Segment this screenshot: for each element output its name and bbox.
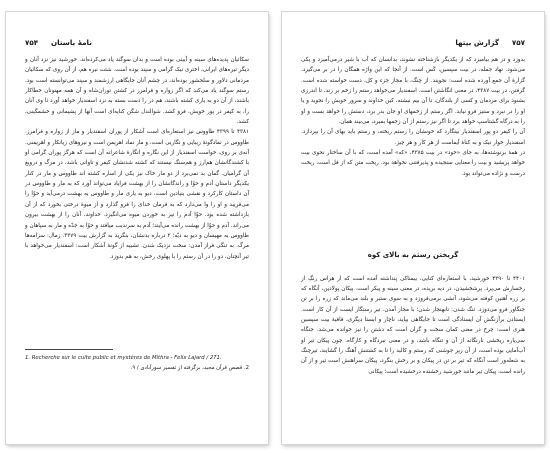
footnote-1: 1. Recherche sur le culte public et mystères de Mithra - Felix Lajard / 271. xyxy=(25,355,222,361)
paragraph: آن را کیفر دو پور اسفندیار بینگارد که خونشان را رستم ریخته، و رستم باید بهای آن را بپردازد. اسفندیار خوار نیک و به کناهٔ آیماست از هر کار و هر چیز. xyxy=(301,129,525,146)
right-page-body xyxy=(301,55,525,179)
page-number: ۷۵۴ xyxy=(25,38,39,47)
footnote-2: 2. قصص قرآن مجید، برگرفته از تفسیر سورآبادی / ۹. xyxy=(130,365,249,371)
section-title: گریختن رستم به بالای کوه xyxy=(367,251,459,259)
paragraph: در همهٔ برنوشته‌ها، به جای «خود» در بیت ۴۳۸۵، «که» آمده است، که با آن ساختار نحوی بیت خواهد پریشید و بیت را معنایی سنجیده و پذیرفتنی نخواهد بود. ریخت متن که از فل است، ریخت درست و نژاده می‌تواند بود. xyxy=(301,150,525,177)
page-number: ۷۵۷ xyxy=(511,38,525,47)
running-title: گزارش بیتها xyxy=(455,38,499,47)
left-page-header xyxy=(25,38,249,50)
right-page-header xyxy=(301,38,525,50)
paragraph: ۴۳۸۱ تا ۴۳۹۹ طاووس نیز استعاره‌ای است آشکار از پوران اسفندیار و ماز از زواره و فرامرز. طاووس در نمادگونهٔ زیبایی و نگاریی است، و مار نماد اهریمن است و نیروهای زیانکار و اهریمنی. آنه‌ی بر روی، خواست اسفندیار از این نگاره و انگارهٔ شاعرانه آن است که هرگز پوران گرامی او با کشندگانشان هم‌ارز و هم‌سنگ نیستند که کشته شدنشان کیفر و تاوانی باشد، در مرگ و درویغ آن گرامیان. گمان بد نمی‌برد از دو مار خاک نیز یکی از اساره کشته اند طاووس و مار در کنار یکدیگر داستانِ آدم و حوّا و راندگانشان را از بهشت فراياد می‌تواند آورد که به مار و طاووس در آن داستان کارکرد و نقشی بنیادین است، دیو به یاری مار و طاووس به بهشت درمی‌آید و حوّا را می‌فریبد و او را وا می‌دارد که به فرمان خدای را فرو گذارد و از میوهٔ درختی بخورد که از آن بازداشته شده بود. حوّا آدم را نیز به خوردن میوه می‌انگیزد. خداوند، آنان را از بهشت بیرون می‌راند. آدم و حوّا از بهشت رانده می‌آیند؛ آدم به سرندیب میافتد و حوّا به جدّه و مار به سپاهان و طاووس به مهیسان و دیو به دبّه؛ ۲ درباره بدنشان، بنگرید به گزارش بیت ۳۳۷۹. زمال: سزامه‌ها مرگ. به تنگی فراز آمدن: سخت نزدیک شدن. تشبیه از گونهٔ آشکار است: اسفندیار می‌خواهد با تیر آنچنان، دو را در آن رستم را با پهلوی رخش، به هم بدوزد. xyxy=(25,129,249,260)
paragraph: سکائیان پدیده‌های سینه و آیینی بوده است و بدان سوگند یاد می‌کرده‌اند. خورشید نیز نزد آنان و دیگر تیره‌های ایرانی، اختری نیک گرامی و سپند بوده است. شتت نیره هم، از آن روی که سکائیان مردمانی دلاور و سلحشور بوده‌اند، در چشم آنان جایگاهی ارزشمند و سپند می‌توانسته است بود. رستم سوگند یاد می‌کند که اگر زواره و فرامرز در کشتن توران‌شاه و آن همه مهنونان خطاکار باشند، از آن دو به یاری کشته باشند، هم در را دست بسته به نزد اسفندیار خواهد آورد تا وی آنان را، به کیفر در پور خویش، فرو کشد. شوالندل شگن کنایه‌ای است آنها از پشیمانی و خشمگینی، کشد. xyxy=(25,57,249,126)
paragraph: ۴۴۰۱ تا ۴۳۹۰ خورشید، با استعاره‌ای کنایی، بیمناکی پنداشته آمده است که از هراس رنگِ از رخسارش می‌پرد. پرشخشیدن، در دیه بریده، در معنی سینه و پیکر است. پیکان پولادین، آنگاه که بر زره آهنین کوفته می‌شود، آتشی برمی‌فروزد و به سوی ستبر و بلند می‌ماند که زره را بر تن جنگاور فرو می‌دوزد. تنگ شدن: نابهنجار شدن؛ با مجاز آمدن. تیر رستگار ایست از آن کار است. ایستادن برآزنگش آن ایستادگی است تا جایگاهی بپاید، ناچار و ایستا دیگری، قافیهٔ بیت سپسین هنری است: چرخ در معنی کمان سخت و گران است که دشتن را نیز خوانده می‌شد. جنگاه سی‌پاره ریخشی نارنگانه از آن و تنگاه باشد، و در معنی نبردگاه و کارگاه. چون پیکان تیر او آب‌آمایی بوده است، از آن زیر جوشنی که رستم و کالبد را تا به کشتنش آهنگ را گشایند، تیرچنگ به شعله‌ور است آنگاه که تیر بر تن در پیکان و بر رخش بنگرد، پیکان سراهنش است تیر و از آن رانده است، پیکان تیر مانند خورشید رخشنده درخشیده است؛ پیکانی xyxy=(301,275,525,375)
section-body xyxy=(301,268,525,383)
running-title: نامهٔ باستان xyxy=(51,38,92,47)
paragraph: بدوزد و در هم بیامیزد که از یکدیگر بازشناخته نشوند، بدانسان که آب با شیر درمی‌آمیزد و یکی می‌شود. نهاد جمله، در بیت سپسین، کَس است. از آنجا که این واژه همگان را در بر می‌گیرد، گزارهٔ آن جمع آورده شده است: نجویند. از چنگ، با مجاز جزء و کل، دست خواسته شده است. گرفتن، در بیت ۴۳۸۷، در معنی انگاشتن است. اسفندیار می‌خواهد رستم را زخم بر زند، تا اندرزی بشنود برای مردمان و کسی از بلندگان، تا آن بیم نبشته، کین خداوند و سرور خویش را نجوید و یا او را در نبرد و ستیز فرو نیابد. اگر رستم از زخمهای او جان بدر برد، دستش را خواهد بست و او را به درگاه گشتاسپ خواهد برد تا اگر نیز رستم از آن زخمها بمیرد، می‌بیند همان. xyxy=(301,57,525,126)
right-page xyxy=(282,12,544,444)
footnote-rule xyxy=(25,349,113,350)
left-page xyxy=(6,12,268,444)
left-page-body xyxy=(25,55,249,262)
